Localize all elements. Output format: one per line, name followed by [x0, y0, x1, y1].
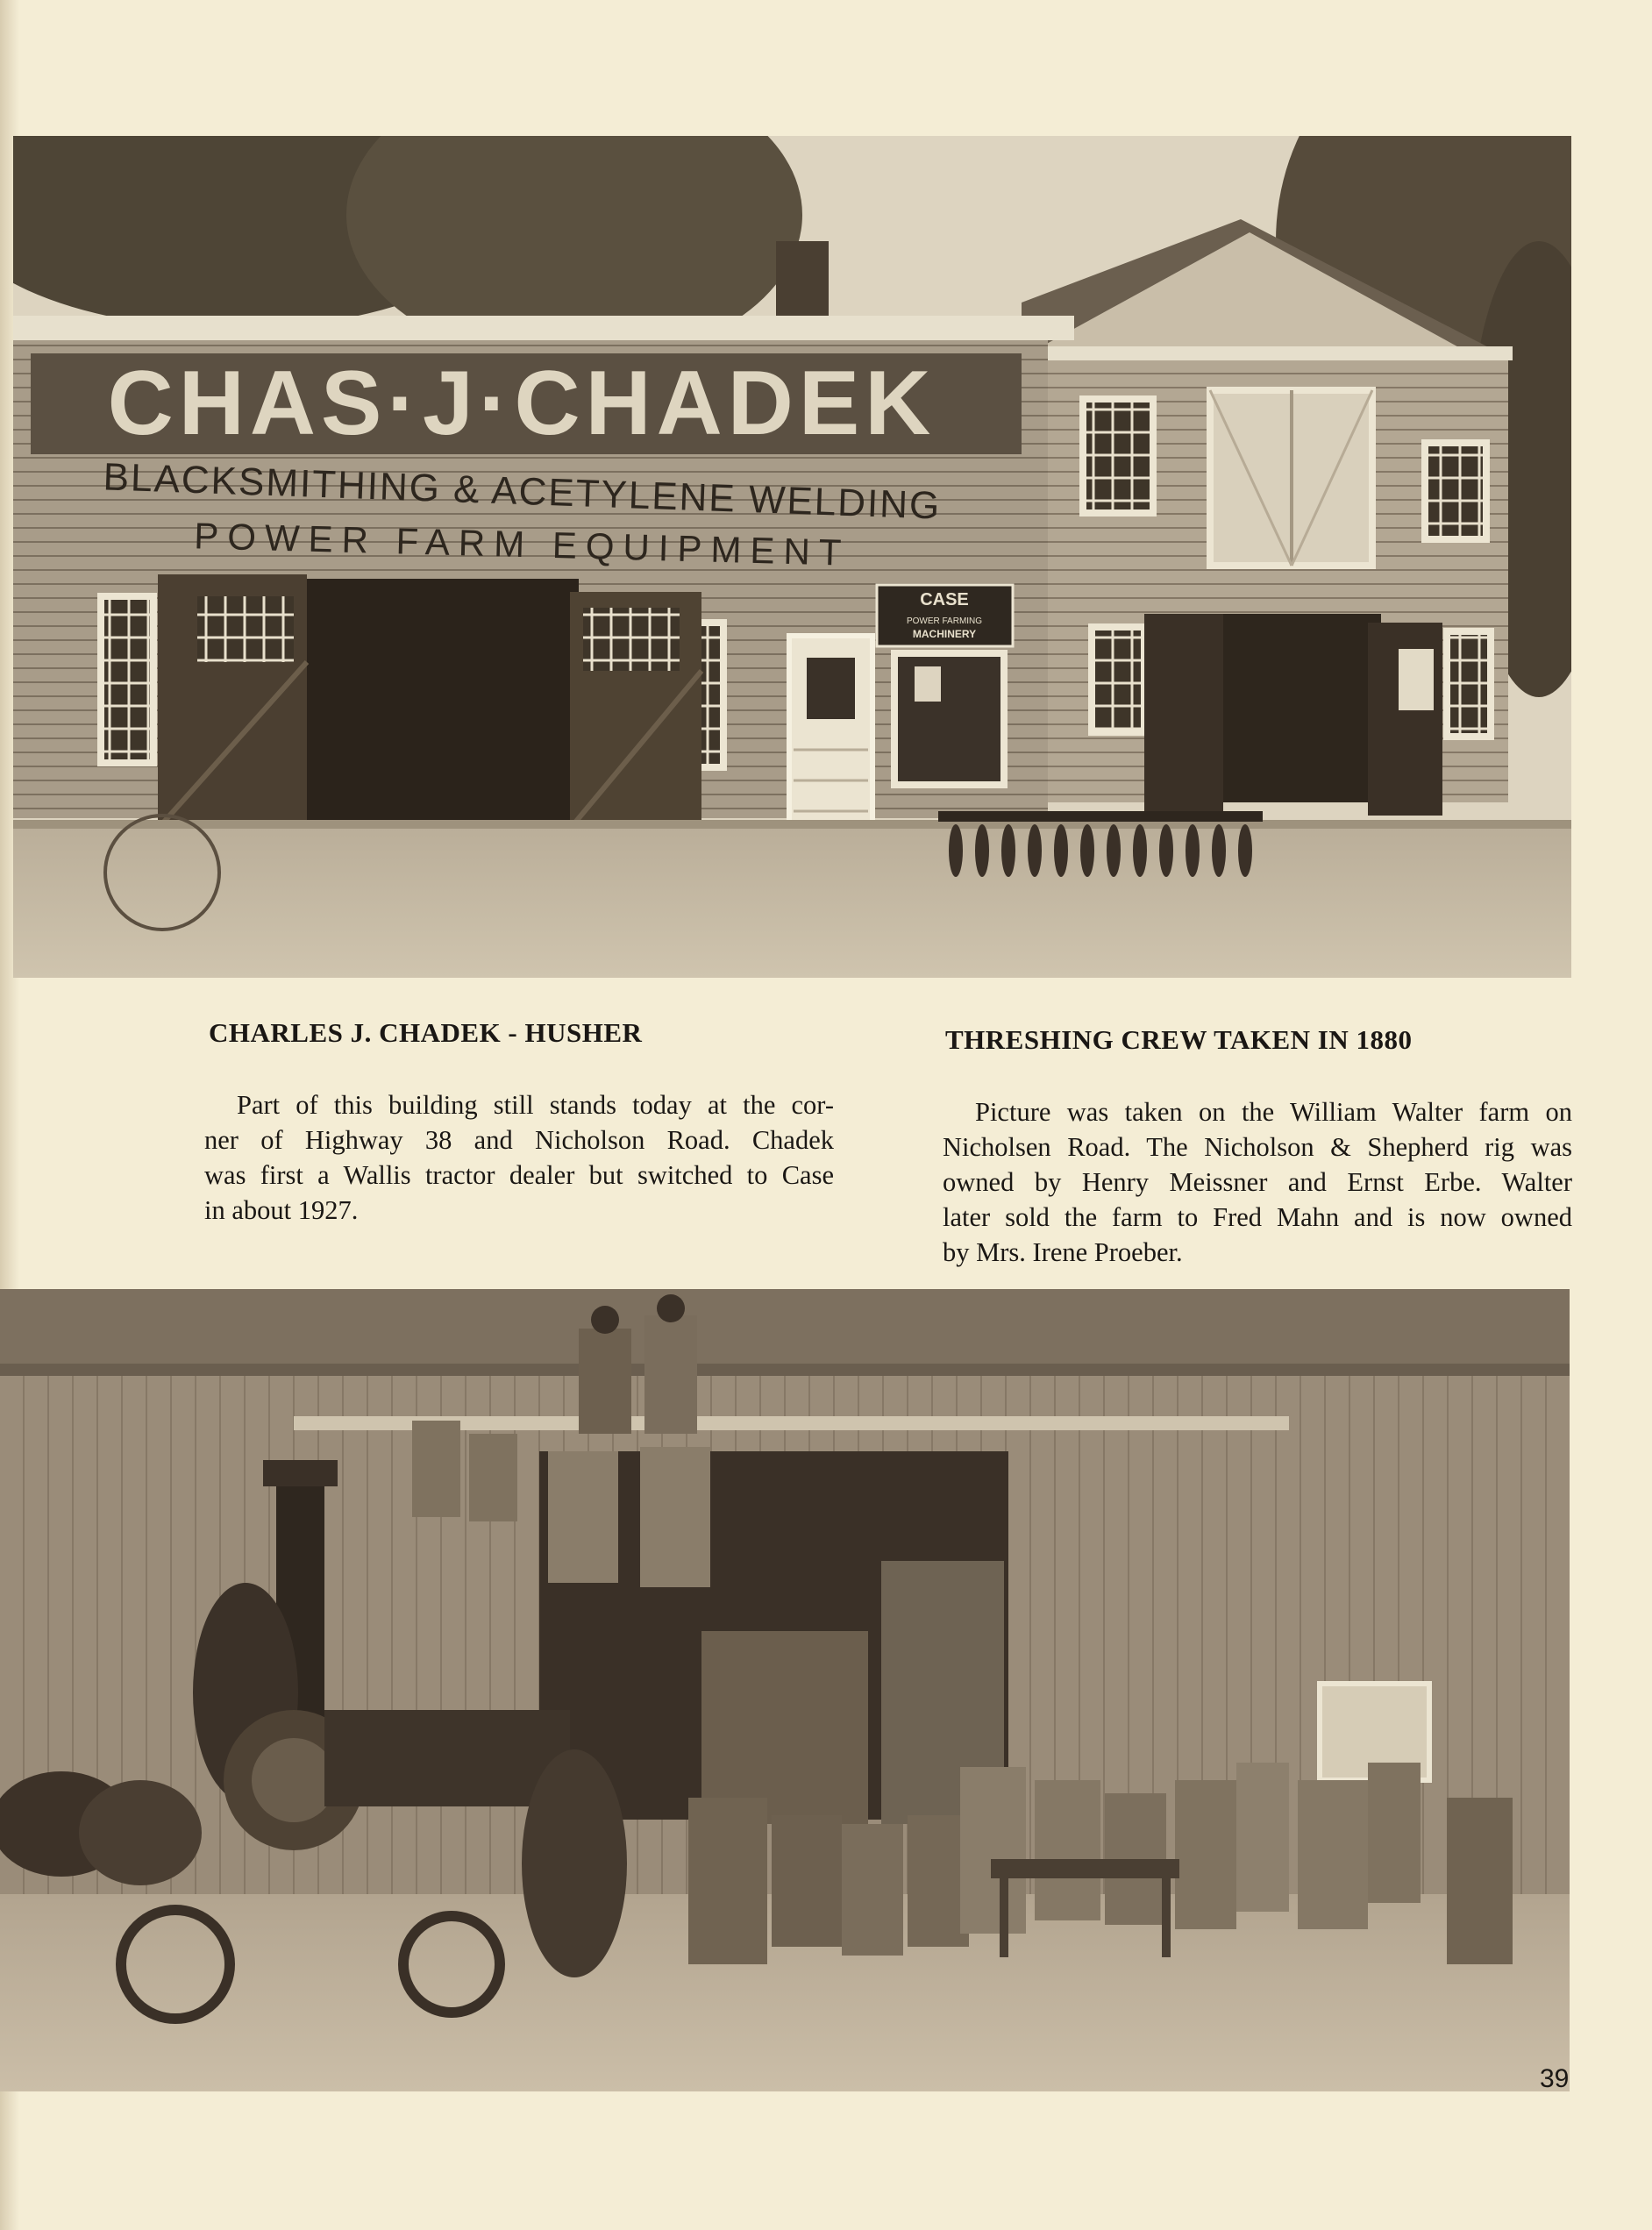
- threshing-caption-line: Picture was taken on the William Walter farm on: [975, 1097, 1572, 1127]
- threshing-caption-body: [943, 1094, 1572, 1270]
- threshing-caption-line: by Mrs. Irene Proeber.: [943, 1237, 1183, 1267]
- sign-line2-text: POWER FARM EQUIPMENT: [193, 515, 851, 574]
- threshing-caption-line: Nicholsen Road. The Nicholson & Shepherd rig was: [943, 1132, 1572, 1162]
- page-number: 39: [1540, 2064, 1570, 2093]
- threshing-caption-line: owned by Henry Meissner and Ernst Erbe. Walter: [943, 1167, 1572, 1197]
- chadek-caption-line: in about 1927.: [204, 1195, 359, 1225]
- threshing-crew-photo: [0, 1289, 1570, 2091]
- chadek-caption-line: ner of Highway 38 and Nicholson Road. Chadek: [204, 1125, 834, 1155]
- chadek-caption-line: Part of this building still stands today at the cor-: [237, 1090, 834, 1120]
- chadek-caption-line: was first a Wallis tractor dealer but switched to Case: [204, 1160, 834, 1190]
- chadek-shop-photo: [13, 136, 1571, 978]
- threshing-caption-line: later sold the farm to Fred Mahn and is now owned: [943, 1202, 1572, 1232]
- chadek-shop-illustration: [13, 136, 1571, 978]
- chadek-caption-body: [204, 1087, 834, 1228]
- case-sign-line1: CASE: [920, 590, 969, 609]
- case-sign-line2: POWER FARMING: [906, 616, 983, 626]
- threshing-crew-illustration: [0, 1289, 1570, 2091]
- threshing-caption-title: THRESHING CREW TAKEN IN 1880: [945, 1024, 1413, 1055]
- chadek-caption-title: CHARLES J. CHADEK - HUSHER: [209, 1017, 643, 1048]
- sign-name-text: CHAS·J·CHADEK: [107, 353, 936, 454]
- case-sign-line3: MACHINERY: [912, 628, 977, 640]
- sign-line1-text: BLACKSMITHING & ACETYLENE WELDING: [102, 455, 943, 528]
